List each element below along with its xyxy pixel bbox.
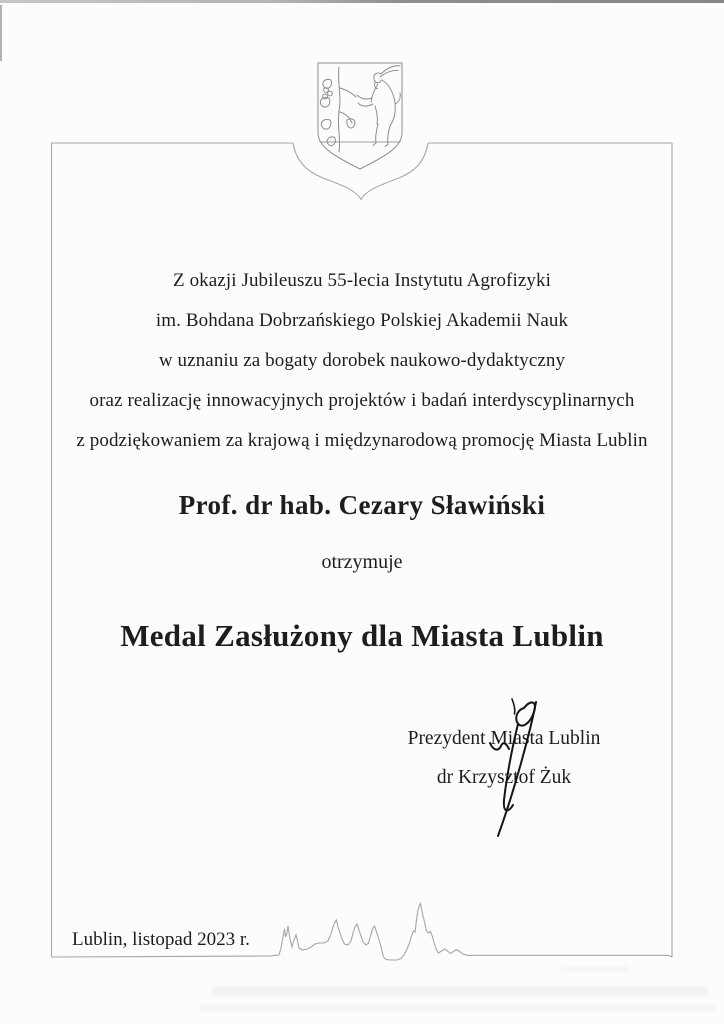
- intro-line: im. Bohdana Dobrzańskiego Polskiej Akademii Nauk: [155, 310, 569, 331]
- recipient-name: Prof. dr hab. Cezary Sławiński: [178, 490, 546, 520]
- award-title: Medal Zasłużony dla Miasta Lublin: [120, 618, 604, 653]
- intro-line: Z okazji Jubileuszu 55-lecia Instytutu Agrofizyki: [173, 270, 551, 291]
- intro-line: oraz realizację innowacyjnych projektów i badań interdyscyplinarnych: [89, 390, 635, 411]
- receives-label: otrzymuje: [321, 551, 403, 573]
- signer-title: Prezydent Miasta Lublin: [407, 728, 601, 749]
- intro-line: w uznaniu za bogaty dorobek naukowo-dydaktyczny: [158, 350, 566, 371]
- intro-paragraph: [26, 261, 698, 461]
- signer-name: dr Krzysztof Żuk: [436, 767, 572, 788]
- signature-block: [339, 719, 669, 797]
- intro-line: z podziękowaniem za krajową i międzynarodową promocję Miasta Lublin: [76, 430, 648, 451]
- place-and-date: Lublin, listopad 2023 r.: [72, 929, 250, 950]
